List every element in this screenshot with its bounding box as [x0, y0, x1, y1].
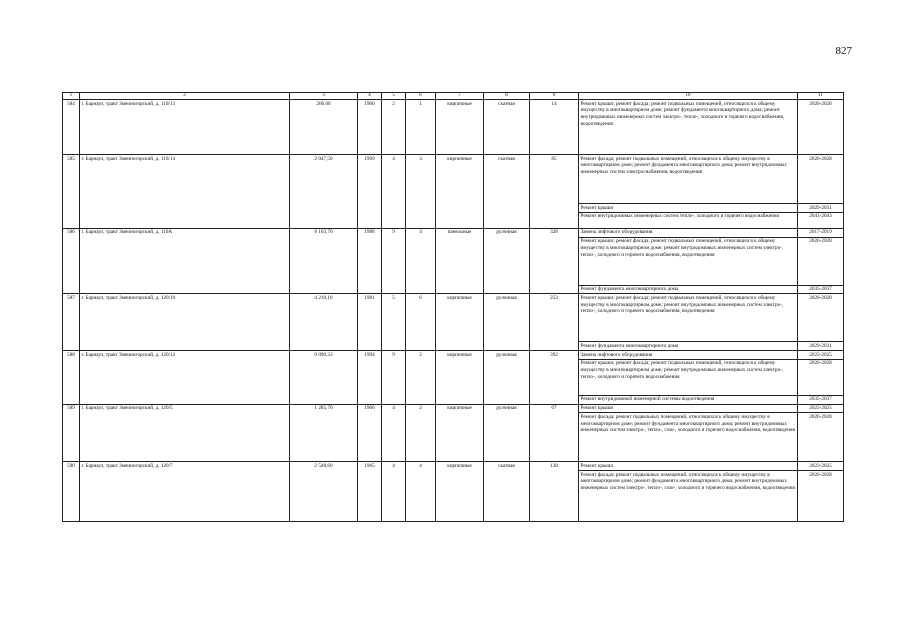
residents-cell: 392: [530, 351, 579, 405]
column-number: 5: [382, 93, 406, 100]
work-description-cell: Замена лифтового оборудования: [579, 351, 798, 360]
work-description-cell: Ремонт крыши: [579, 404, 798, 413]
work-description-cell: Ремонт фундамента многоквартирного дома: [579, 285, 798, 294]
wall-material-cell: кирпичные: [436, 155, 484, 229]
year-cell: 1981: [358, 294, 382, 351]
area-cell: 8 163,70: [290, 228, 358, 294]
work-description-cell: Ремонт внутридомовой инженерной системы водоотведения: [579, 395, 798, 404]
work-period-cell: 2026-2028: [798, 294, 844, 342]
address-cell: г. Барнаул, тракт Змеиногорский, д. 120/10: [80, 294, 290, 351]
entrances-cell: 3: [406, 155, 436, 229]
column-number: 10: [579, 93, 798, 100]
area-cell: 1 285,70: [290, 404, 358, 462]
entrances-cell: 1: [406, 100, 436, 155]
work-description-cell: Ремонт фасада; ремонт подвальных помещений, относящихся к общему имуществу в многоквартирном доме; ремонт фундамента многоквартирного дома; ремонт внутридомовых инженерных систем электро-, тепло-, газо-, холодного и горячего водоснабжения, водоотведения: [579, 413, 798, 462]
table-row: [63, 155, 844, 204]
work-period-cell: 2035-2037: [798, 395, 844, 404]
work-period-cell: 2029-2031: [798, 342, 844, 351]
page-number: 827: [835, 45, 852, 57]
row-number: 584: [63, 100, 80, 155]
work-period-cell: 2017-2019: [798, 228, 844, 237]
table-row: [63, 100, 844, 155]
work-period-cell: 2023-2025: [798, 351, 844, 360]
residents-cell: 328: [530, 228, 579, 294]
residents-cell: 85: [530, 155, 579, 229]
table-row: [63, 294, 844, 342]
table-row: [63, 228, 844, 237]
floors-cell: 9: [382, 351, 406, 405]
roof-type-cell: скатная: [484, 462, 530, 522]
row-number: 586: [63, 228, 80, 294]
work-period-cell: 2026-2028: [798, 413, 844, 462]
area-cell: 2 548,60: [290, 462, 358, 522]
floors-cell: 9: [382, 228, 406, 294]
entrances-cell: 4: [406, 228, 436, 294]
row-number: 589: [63, 404, 80, 462]
column-number: 6: [406, 93, 436, 100]
column-number: 9: [530, 93, 579, 100]
column-number: 2: [80, 93, 290, 100]
roof-type-cell: рулонная: [484, 351, 530, 405]
row-number: 585: [63, 155, 80, 229]
work-description-cell: Ремонт крыши; ремонт фасада; ремонт подвальных помещений, относящихся к общему имуществу в многоквартирном доме; ремонт внутридомовых инженерных систем электро-, тепло-, холодного и горячего водоснабжения: [579, 359, 798, 395]
floors-cell: 4: [382, 155, 406, 229]
table-row: [63, 351, 844, 360]
work-description-cell: Ремонт фасада; ремонт подвальных помещений, относящихся к общему имуществу в многоквартирном доме; ремонт фундамента многоквартирного дома; ремонт внутридомовых инженерных систем электроснабжения, водоотведения: [579, 155, 798, 204]
row-number: 590: [63, 462, 80, 522]
column-number: 3: [290, 93, 358, 100]
address-cell: г. Барнаул, тракт Змеиногорский, д. 110/14: [80, 155, 290, 229]
residents-cell: 14: [530, 100, 579, 155]
work-period-cell: 2035-2037: [798, 285, 844, 294]
year-cell: 1966: [358, 404, 382, 462]
floors-cell: 5: [382, 294, 406, 351]
roof-type-cell: скатная: [484, 155, 530, 229]
work-period-cell: 2026-2028: [798, 155, 844, 204]
wall-material-cell: кирпичные: [436, 404, 484, 462]
column-number: 7: [436, 93, 484, 100]
work-description-cell: Ремонт фасада; ремонт подвальных помещений, относящихся к общему имуществу в многоквартирном доме; ремонт фундамента многоквартирного дома; ремонт внутридомовых инженерных систем электро-, тепло-, газо-, холодного и горячего водоснабжения, водоотведения: [579, 471, 798, 522]
wall-material-cell: кирпичные: [436, 351, 484, 405]
year-cell: 1965: [358, 462, 382, 522]
table-row: [63, 462, 844, 471]
work-period-cell: 2026-2028: [798, 100, 844, 155]
repair-registry-table: [62, 92, 844, 522]
address-cell: г. Барнаул, тракт Змеиногорский, д. 120/5: [80, 404, 290, 462]
wall-material-cell: панельные: [436, 228, 484, 294]
work-description-cell: Ремонт фундамента многоквартирного дома: [579, 342, 798, 351]
floors-cell: 4: [382, 462, 406, 522]
wall-material-cell: кирпичные: [436, 100, 484, 155]
roof-type-cell: рулонная: [484, 228, 530, 294]
work-period-cell: 2029-2031: [798, 204, 844, 213]
column-number: 4: [358, 93, 382, 100]
row-number: 587: [63, 294, 80, 351]
address-cell: г. Барнаул, тракт Змеиногорский, д. 120/7: [80, 462, 290, 522]
entrances-cell: 6: [406, 294, 436, 351]
table-row: [63, 404, 844, 413]
area-cell: 4 210,10: [290, 294, 358, 351]
floors-cell: 4: [382, 404, 406, 462]
wall-material-cell: кирпичные: [436, 462, 484, 522]
year-cell: 1960: [358, 100, 382, 155]
entrances-cell: 2: [406, 351, 436, 405]
work-description-cell: Ремонт крыши; ремонт фасада; ремонт подвальных помещений, относящихся к общему имуществу в многоквартирном доме; ремонт внутридомовых инженерных систем электро-, тепло-, холодного и горячего водоснабжения, водоотведения: [579, 237, 798, 285]
roof-type-cell: скатная: [484, 100, 530, 155]
work-description-cell: Ремонт крыши; ремонт фасада; ремонт подвальных помещений, относящихся к общему имуществу в многоквартирном доме; ремонт внутридомовых инженерных систем электро-, тепло-, холодного и горячего водоснабжения, водоотведения: [579, 294, 798, 342]
work-description-cell: Ремонт крыши; ремонт фасада; ремонт подвальных помещений, относящихся к общему имуществу в многоквартирном доме; ремонт фундамента многоквартирного дома; ремонт внутридомовых инженерных систем электро-, тепло-, холодного и горячего водоснабжения, водоотведения: [579, 100, 798, 155]
work-description-cell: Ремонт крыши: [579, 462, 798, 471]
column-number: 1: [63, 93, 80, 100]
work-period-cell: 2023-2025: [798, 462, 844, 471]
residents-cell: 128: [530, 462, 579, 522]
work-period-cell: 2023-2025: [798, 404, 844, 413]
address-cell: г. Барнаул, тракт Змеиногорский, д. 110А: [80, 228, 290, 294]
wall-material-cell: кирпичные: [436, 294, 484, 351]
column-number: 11: [798, 93, 844, 100]
work-period-cell: 2026-2028: [798, 471, 844, 522]
work-description-cell: Замена лифтового оборудования: [579, 228, 798, 237]
area-cell: 2 047,50: [290, 155, 358, 229]
year-cell: 1969: [358, 155, 382, 229]
address-cell: г. Барнаул, тракт Змеиногорский, д. 120/12: [80, 351, 290, 405]
residents-cell: 253: [530, 294, 579, 351]
work-period-cell: 2026-2028: [798, 237, 844, 285]
work-description-cell: Ремонт внутридомовых инженерных систем тепло-, холодного и горячего водоснабжения: [579, 212, 798, 228]
area-cell: 9 090,33: [290, 351, 358, 405]
work-period-cell: 2026-2028: [798, 359, 844, 395]
column-number: 8: [484, 93, 530, 100]
year-cell: 1994: [358, 351, 382, 405]
work-period-cell: 2041-2043: [798, 212, 844, 228]
roof-type-cell: рулонная: [484, 294, 530, 351]
work-description-cell: Ремонт крыши: [579, 204, 798, 213]
entrances-cell: 4: [406, 462, 436, 522]
area-cell: 266,60: [290, 100, 358, 155]
floors-cell: 2: [382, 100, 406, 155]
row-number: 588: [63, 351, 80, 405]
entrances-cell: 2: [406, 404, 436, 462]
roof-type-cell: рулонная: [484, 404, 530, 462]
year-cell: 1988: [358, 228, 382, 294]
address-cell: г. Барнаул, тракт Змеиногорский, д. 110/13: [80, 100, 290, 155]
residents-cell: 67: [530, 404, 579, 462]
column-number-row: [63, 93, 844, 100]
